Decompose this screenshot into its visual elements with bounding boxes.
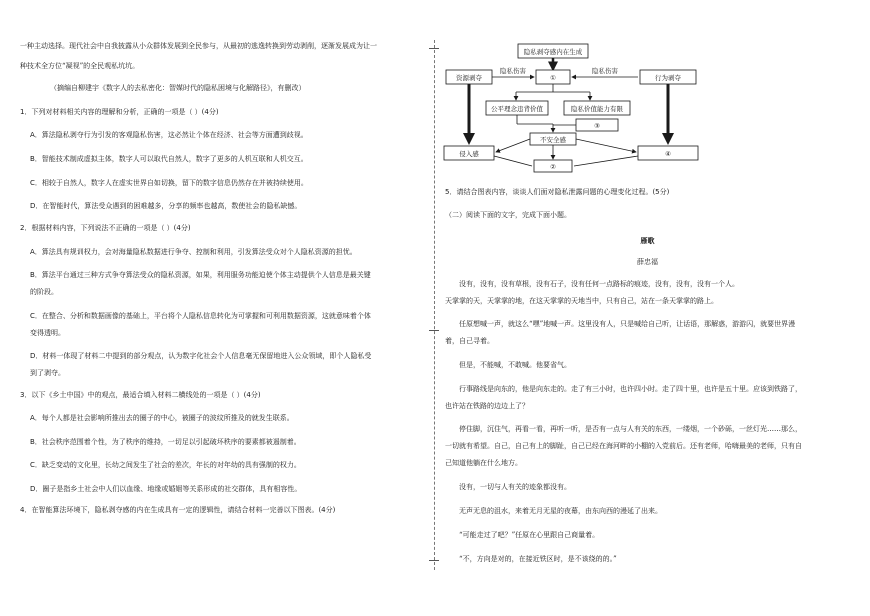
question-1-option-c: C．相较于自然人，数字人在虚实世界自如切换，留下的数字信息仍然存在并被持续使用。 <box>30 179 308 187</box>
paragraph-2: 任原想喊一声，就这么“嘿”地喊一声。这里没有人，只是喊给自己听，让话语，那解惑，游游闪，就要世界漫 <box>459 320 796 328</box>
diagram-top-box-label: 隐私剥夺感内在生成 <box>523 48 583 56</box>
diagram-box-2-label: ② <box>550 163 556 171</box>
question-2-option-d-cont: 到了剥夺。 <box>30 369 65 377</box>
question-3-option-d: D．圈子是指乡土社会中人们以血缘、地缘或婚姻等关系形成的社交群体，具有相容性。 <box>30 485 302 493</box>
paragraph-7: 无声无息的沮水，来着无月无星的夜幕，由东向西的漫延了出来。 <box>459 507 662 515</box>
diagram-action-label: 行为剥夺 <box>655 74 681 82</box>
question-3-option-b: B．社会秩序范围着个性，为了秩序的维持，一切足以引起破坏秩序的要素都被遏制着。 <box>30 438 301 446</box>
diagram-public-label: 公平理念违背价值 <box>491 105 543 113</box>
divider-tick <box>429 330 439 331</box>
paragraph-8: “可能走过了吧？”任原在心里跟自己商量着。 <box>459 531 600 539</box>
paragraph-9: “不，方向是对的，在接近铁区时，是不该绕的的。” <box>459 555 617 563</box>
paragraph-6: 没有，一切与人有关的迹象都没有。 <box>459 483 571 491</box>
diagram-box-3-label: ③ <box>594 122 600 130</box>
section-2-heading: （二）阅读下面的文字，完成下面小题。 <box>445 211 571 219</box>
question-4-stem: 4．在智能算法环境下，隐私剥夺感的内在生成具有一定的逻辑性，请结合材料一完善以下图表。(4分) <box>20 506 336 514</box>
diagram-box-4-label: ④ <box>665 150 671 158</box>
divider-tick <box>429 48 439 49</box>
paragraph-5: 停住脚，沉住气，再看一看，再听一听，是否有一点与人有关的东西，一缕烟，一个砂砾，一丝灯光……那么， <box>459 425 802 433</box>
paragraph-1-cont: 天掌掌的天，天掌掌的地，在这天掌掌的天地当中，只有自己，站在一条天掌掌的路上。 <box>445 297 718 305</box>
diagram-insecure-label: 不安全感 <box>540 136 566 144</box>
diagram-invade-label: 侵入感 <box>459 150 479 158</box>
question-3-option-c: C．缺乏变动的文化里，长幼之间发生了社会的差次，年长的对年幼的具有强制的权力。 <box>30 461 301 469</box>
question-1-option-a: A．算法隐私剥夺行为引发的客观隐私伤害，这必然让个体在经济、社会等方面遭到歧视。 <box>30 131 308 139</box>
question-1-stem: 1．下列对材料相关内容的理解和分析，正确的一项是（ ）(4分) <box>20 108 219 116</box>
paragraph-4-cont: 也许站在铁路的边边上了？ <box>445 402 529 410</box>
paragraph-2-cont: 着，自己寻着。 <box>445 337 494 345</box>
question-3-stem: 3．以下《乡土中国》中的观点，最适合填入材料二横线处的一项是（ ）(4分) <box>20 391 261 399</box>
intro-line-2: 种技术全方位“凝视”的全民观私坑坑。 <box>20 62 140 70</box>
paragraph-3: 但是，不能喊，不敢喊。他要省气。 <box>459 361 571 369</box>
intro-line-1: 一种主动选择。现代社会中自我披露从小众群体发展到全民参与，从最初的逃逸转换到劳动剥削，逐渐发展成为让一 <box>20 42 377 50</box>
paragraph-1: 没有，没有，没有草根，没有石子，没有任何一点路标的痕迹，没有，没有，没有一个人。 <box>459 280 739 288</box>
question-2-option-d: D．材料一体现了材料二中提到的部分观点，认为数字化社会个人信息毫无保留地进入公众领域，即个人隐私受 <box>30 352 372 360</box>
question-2-option-c-cont: 变得透明。 <box>30 329 65 337</box>
paragraph-5-cont-2: 己知道他躺在什么地方。 <box>445 459 522 467</box>
question-2-stem: 2．根据材料内容，下列说法不正确的一项是（ ）(4分) <box>20 224 191 232</box>
question-2-option-b: B．算法平台通过三种方式争夺算法受众的隐私资源，如果，利用服务功能迫使个体主动提供个人信息是最关键 <box>30 271 371 279</box>
question-3-option-a: A．每个人都是社会影响所推出去的圈子的中心，被圈子的波纹所推及的就发生联系。 <box>30 414 294 422</box>
diagram-harm-right: 隐私伤害 <box>592 67 618 75</box>
divider-tick <box>429 560 439 561</box>
story-author: 薛忠福 <box>637 258 658 266</box>
question-1-option-d: D．在智能时代，算法受众遇到的困难越多，分享的频率也越高，数使社会的隐私缺憾。 <box>30 202 302 210</box>
paragraph-4: 行事路线是向东的，他是向东走的。走了有三小时，也许四小时。走了四十里，也许是五十里。应该到铁路了， <box>459 385 802 393</box>
question-2-option-b-cont: 的阶段。 <box>30 288 58 296</box>
story-title: 雁歌 <box>640 236 655 245</box>
source-citation: （摘编自柳建宇《数字人的去私密化：智媒时代的隐私困境与化解路径》，有删改） <box>50 84 306 92</box>
column-divider <box>434 40 435 570</box>
diagram-value-label: 隐私价值能力有限 <box>571 105 623 113</box>
question-5-stem: 5．请结合图表内容，谈谈人们面对隐私泄露问题的心理变化过程。(5分) <box>445 188 670 196</box>
diagram-box-1-label: ① <box>550 74 556 82</box>
question-1-option-b: B．智能技术制成虚拟主体，数字人可以取代自然人，数字了更多的人机互联和人机交互。 <box>30 155 308 163</box>
question-2-option-a: A．算法具有规训权力，会对海量隐私数据进行争夺、控制和利用，引发算法受众对个人隐私资源的担忧。 <box>30 248 357 256</box>
diagram-harm-left: 隐私伤害 <box>500 67 526 75</box>
privacy-deprivation-diagram <box>440 38 710 178</box>
question-2-option-c: C．在整合、分析和数据画像的基础上，平台将个人隐私信息转化为可掌握和可利用数据资源，这就意味着个体 <box>30 312 371 320</box>
diagram-resource-label: 资源剥夺 <box>456 74 482 82</box>
paragraph-5-cont: 一切就有希望。自己，自己有上的脚趾，自己已经在海河畔的小棚的入党前后。还有老师，哈嗨最美的老师，只有自 <box>445 442 802 450</box>
